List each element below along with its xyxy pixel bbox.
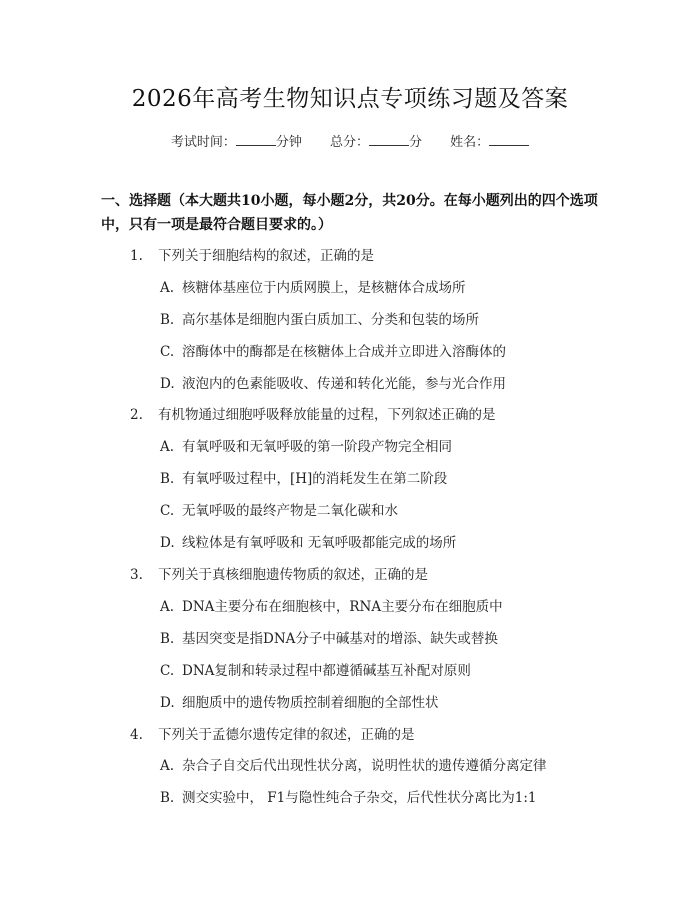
question-number: 1. (130, 248, 143, 264)
question-text: 下列关于孟德尔遗传定律的叙述，正确的是 (158, 727, 415, 743)
name-label: 姓名： (450, 135, 490, 150)
question-text: 下列关于真核细胞遗传物质的叙述，正确的是 (158, 567, 428, 583)
option-1c (160, 340, 506, 360)
question-number: 3. (130, 567, 143, 583)
option-text: DNA复制和转录过程中都遵循碱基互补配对原则 (182, 663, 471, 679)
question-1 (130, 244, 374, 264)
option-letter: B. (160, 471, 175, 487)
time-label: 考试时间： (170, 135, 236, 150)
option-2b (160, 467, 447, 487)
name-blank (489, 133, 529, 146)
page-title: 2026年高考生物知识点专项练习题及答案 (131, 86, 569, 112)
option-letter: C. (160, 663, 175, 679)
option-letter: C. (160, 503, 175, 519)
option-letter: A. (160, 280, 175, 296)
option-text: 高尔基体是细胞内蛋白质加工、分类和包装的场所 (182, 312, 479, 328)
option-2d (160, 531, 456, 551)
option-2c (160, 499, 398, 519)
option-letter: B. (160, 790, 175, 806)
option-text: 杂合子自交后代出现性状分离，说明性状的遗传遵循分离定律 (182, 758, 547, 774)
option-text: 核糖体基座位于内质网膜上，是核糖体合成场所 (182, 280, 466, 296)
exam-name (450, 135, 529, 150)
option-text: 有氧呼吸过程中，[H]的消耗发生在第二阶段 (182, 471, 448, 487)
time-unit: 分钟 (275, 135, 302, 150)
option-letter: D. (160, 535, 175, 551)
option-2a (160, 435, 452, 455)
question-4 (130, 723, 415, 743)
option-text: 测交实验中， F1与隐性纯合子杂交，后代性状分离比为1:1 (182, 790, 537, 806)
score-unit: 分 (409, 135, 423, 150)
question-2 (130, 403, 496, 423)
exam-score (330, 135, 426, 150)
option-text: 基因突变是指DNA分子中碱基对的增添、缺失或替换 (182, 631, 498, 647)
option-3d (160, 691, 439, 711)
option-letter: A. (160, 599, 175, 615)
option-3a (160, 595, 503, 615)
option-text: 有氧呼吸和无氧呼吸的第一阶段产物完全相同 (182, 439, 452, 455)
option-text: 液泡内的色素能吸收、传递和转化光能，参与光合作用 (182, 376, 506, 392)
question-number: 2. (130, 407, 143, 423)
question-number: 4. (130, 727, 143, 743)
option-text: 细胞质中的遗传物质控制着细胞的全部性状 (182, 695, 439, 711)
option-1b (160, 308, 479, 328)
option-text: 溶酶体中的酶都是在核糖体上合成并立即进入溶酶体的 (182, 344, 506, 360)
score-blank (369, 133, 409, 146)
option-1d (160, 372, 506, 392)
option-letter: B. (160, 312, 175, 328)
time-blank (236, 133, 276, 146)
section-heading: 一、选择题（本大题共10小题，每小题2分，共20分。在每小题列出的四个选项中，只有一项是最符合题目要求的。） (101, 193, 598, 233)
exam-meta (0, 131, 700, 150)
option-3c (160, 659, 471, 679)
question-text: 下列关于细胞结构的叙述，正确的是 (158, 248, 374, 264)
option-letter: A. (160, 758, 175, 774)
option-letter: D. (160, 376, 175, 392)
question-text: 有机物通过细胞呼吸释放能量的过程，下列叙述正确的是 (158, 407, 496, 423)
option-letter: D. (160, 695, 175, 711)
option-1a (160, 276, 466, 296)
option-letter: B. (160, 631, 175, 647)
score-label: 总分： (329, 135, 369, 150)
question-3 (130, 563, 428, 583)
option-letter: C. (160, 344, 175, 360)
option-text: 线粒体是有氧呼吸和 无氧呼吸都能完成的场所 (182, 535, 457, 551)
option-letter: A. (160, 439, 175, 455)
option-3b (160, 627, 498, 647)
option-text: 无氧呼吸的最终产物是二氧化碳和水 (182, 503, 398, 519)
option-4a (160, 754, 547, 774)
exam-time (171, 135, 306, 150)
option-4b (160, 786, 536, 806)
option-text: DNA主要分布在细胞核中，RNA主要分布在细胞质中 (182, 599, 503, 615)
